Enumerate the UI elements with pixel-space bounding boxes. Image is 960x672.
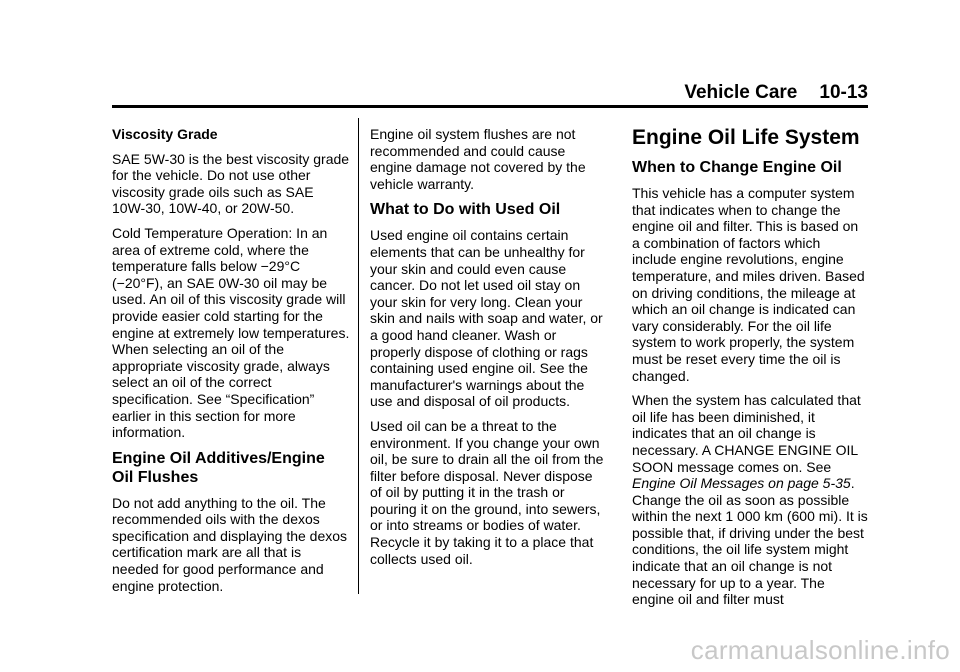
oil-life-system-heading: Engine Oil Life System: [632, 126, 860, 149]
header-text: [684, 82, 868, 104]
cold-temperature-paragraph: Cold Temperature Operation: In an area of extreme cold, where the temperature falls below −29°C (−20°F), an SAE 0W-30 oil may be used. An oil of this viscosity grade will provide easier cold starting for the engine at extremely low temperatures. When selecting an oil of the appropriate viscosity grade, always select an oil of the correct specification. See “Specification” earlier in this section for more information.: [112, 224, 350, 441]
used-oil-environment-paragraph: Used oil can be a threat to the environment. If you change your own oil, be sure to drain all the oil from the filter before disposal. Never dispose of oil by putting it in the trash or pouring it on the ground, into sewers, or into streams or bodies of water. Recycle it by taking it to a place that collects used oil.: [370, 417, 604, 567]
used-oil-health-paragraph: Used engine oil contains certain elements that can be unhealthy for your skin and could even cause cancer. Do not let used oil stay on your skin for very long. Clean your skin and nails with soap and water, or a good hand cleaner. Wash or properly dispose of clothing or rags containing used engine oil. See the manufacturer's warnings about the use and disposal of oil products.: [370, 227, 603, 410]
column-divider: [358, 118, 359, 594]
header-rule: [112, 105, 868, 108]
change-oil-paragraph: [632, 392, 868, 608]
column-2: [370, 126, 606, 575]
engine-oil-messages-link[interactable]: Engine Oil Messages on page 5-35: [632, 475, 851, 492]
watermark: carmanualsonline.info: [690, 635, 950, 665]
page-number: 10-13: [819, 82, 868, 103]
column-3: [632, 126, 868, 616]
change-oil-text-end: . Change the oil as soon as possible within the next 1 000 km (600 mi). It is possible that, if driving under the best conditions, the oil life system might indicate that an oil change is not necessary for up to a year. The engine oil and filter must: [632, 475, 868, 608]
additives-paragraph: Do not add anything to the oil. The recommended oils with the dexos specification and displaying the dexos certification mark are all that is needed for good performance and engine protection.: [112, 494, 348, 594]
column-1: [112, 126, 350, 602]
used-oil-heading: What to Do with Used Oil: [370, 201, 561, 219]
additives-heading: Engine Oil Additives/Engine Oil Flushes: [112, 449, 325, 486]
oil-life-paragraph: This vehicle has a computer system that indicates when to change the engine oil and filter. This is based on a combination of factors which include engine revolutions, engine temperature, and miles driven. Based on driving conditions, the mileage at which an oil change is indicated can vary considerably. For the oil life system to work properly, the system must be reset every time the oil is changed.: [632, 185, 865, 384]
when-to-change-heading: When to Change Engine Oil: [632, 159, 842, 176]
section-title: Vehicle Care: [684, 82, 798, 103]
page-header: [112, 78, 868, 106]
viscosity-paragraph: SAE 5W-30 is the best viscosity grade for the vehicle. Do not use other viscosity grade oils such as SAE 10W-30, 10W-40, or 20W-50.: [112, 150, 350, 217]
viscosity-grade-heading: Viscosity Grade: [112, 126, 218, 142]
flushes-paragraph: Engine oil system flushes are not recommended and could cause engine damage not covered by the vehicle warranty.: [370, 126, 586, 192]
change-oil-text-start: When the system has calculated that oil life has been diminished, it indicates that an oil change is necessary. A CHANGE ENGINE OIL SOON message comes on. See: [632, 392, 861, 475]
